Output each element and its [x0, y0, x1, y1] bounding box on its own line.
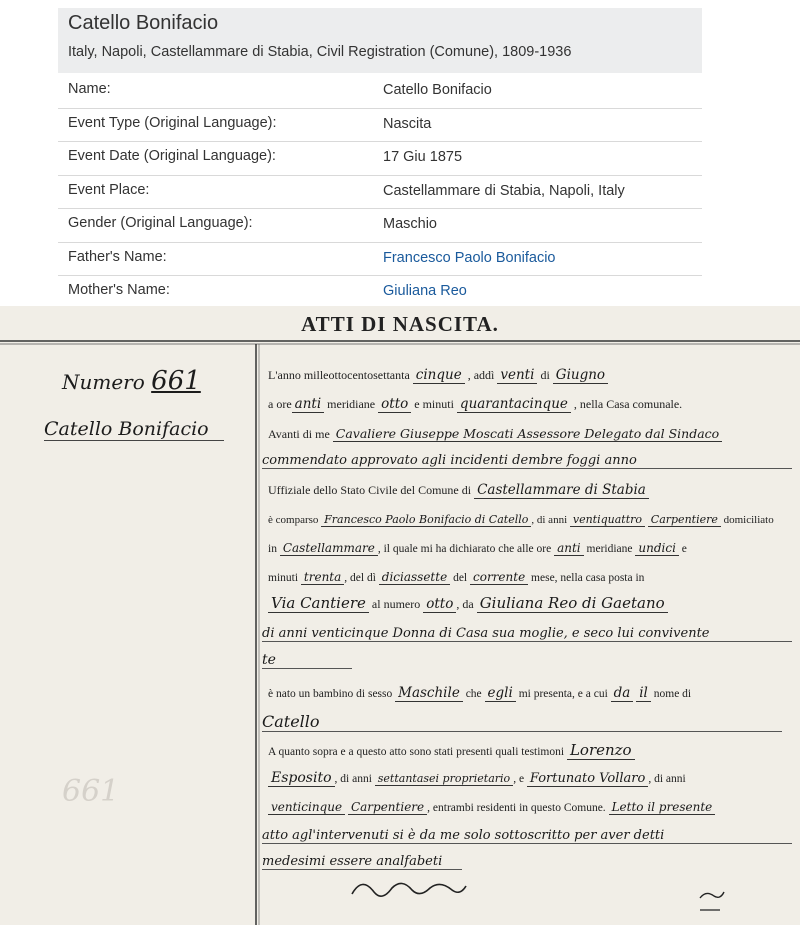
numero-label: Numero [62, 370, 145, 394]
field-label: Event Place: [68, 181, 150, 198]
register-heading: ATTI DI NASCITA. [301, 312, 499, 336]
register-number [62, 366, 201, 396]
entry-line-15: Esposito , di anni settantasei proprietario , e Fortunato Vollaro , di anni [268, 771, 796, 786]
signature-scribble-1 [352, 883, 466, 896]
field-value: Castellammare di Stabia, Napoli, Italy [383, 182, 625, 199]
entry-line-13: Catello [262, 712, 782, 732]
entry-line-8: minuti trenta , del dì diciassette del corrente mese, nella casa posta in [268, 570, 645, 584]
field-row-event-place [58, 176, 702, 210]
entry-line-7: in Castellammare , il quale mi ha dichiarato che alle ore anti meridiane undici e [268, 541, 687, 555]
entry-line-1: L'anno milleottocentosettanta cinque , addì venti di Giugno [268, 368, 796, 382]
entry-line-2: a ore anti meridiane otto e minuti quarantacinque , nella Casa comunale. [268, 396, 683, 412]
margin-name: Catello Bonifacio [44, 418, 224, 441]
field-label: Event Type (Original Language): [68, 114, 277, 131]
numero-value: 661 [151, 366, 201, 396]
field-row-mother [58, 276, 702, 309]
entry-line-12: è nato un bambino di sesso Maschile che egli mi presenta, e a cui da il nome di [268, 685, 692, 701]
field-row-father [58, 243, 702, 277]
mother-name-link[interactable]: Giuliana Reo [383, 283, 467, 299]
entry-line-5: Uffiziale dello Stato Civile del Comune di Castellammare di Stabia [268, 483, 796, 497]
father-name-link[interactable]: Francesco Paolo Bonifacio [383, 249, 556, 266]
field-value: Maschio [383, 216, 437, 232]
field-value: Catello Bonifacio [383, 82, 492, 98]
field-value: 17 Giu 1875 [383, 149, 463, 165]
field-value: Nascita [383, 115, 432, 132]
record-collection: Italy, Napoli, Castellammare di Stabia, Civil Registration (Comune), 1809-1936 [68, 44, 572, 60]
record-fields [58, 75, 702, 309]
field-label: Name: [68, 81, 111, 97]
record-title: Catello Bonifacio [68, 12, 219, 34]
entry-line-11: te [262, 652, 352, 669]
record-card [58, 8, 702, 306]
entry-line-6: è comparso Francesco Paolo Bonifacio di Catello , di anni ventiquattro Carpentiere domiciliato [268, 513, 774, 526]
entry-line-17: atto agl'intervenuti si è da me solo sottoscritto per aver detti [262, 828, 792, 844]
field-row-name [58, 75, 702, 109]
entry-line-18: medesimi essere analfabeti [262, 854, 462, 870]
field-label: Gender (Original Language): [68, 215, 253, 231]
entry-line-10: di anni venticinque Donna di Casa sua moglie, e seco lui convivente [262, 626, 792, 642]
entry-line-4: commendato approvato agli incidenti dembre foggi anno [262, 453, 792, 469]
entry-line-16: venticinque Carpentiere , entrambi residenti in questo Comune. Letto il presente [268, 800, 796, 815]
field-label: Mother's Name: [68, 282, 170, 298]
field-row-gender [58, 209, 702, 243]
entry-line-3: Avanti di me Cavaliere Giuseppe Moscati Assessore Delegato dal Sindaco [268, 427, 796, 441]
entry-line-9: Via Cantiere al numero otto , da Giuliana Reo di Gaetano [268, 596, 796, 611]
field-label: Event Date (Original Language): [68, 148, 276, 164]
signature-scribble-2 [700, 892, 724, 898]
faded-bleedthrough: 661 [62, 774, 120, 809]
field-row-event-date [58, 142, 702, 176]
record-header [58, 8, 702, 73]
field-label: Father's Name: [68, 248, 167, 265]
entry-line-14: A quanto sopra e a questo atto sono stati presenti quali testimoni Lorenzo [268, 743, 796, 759]
register-scan [0, 306, 800, 925]
field-row-event-type [58, 109, 702, 143]
